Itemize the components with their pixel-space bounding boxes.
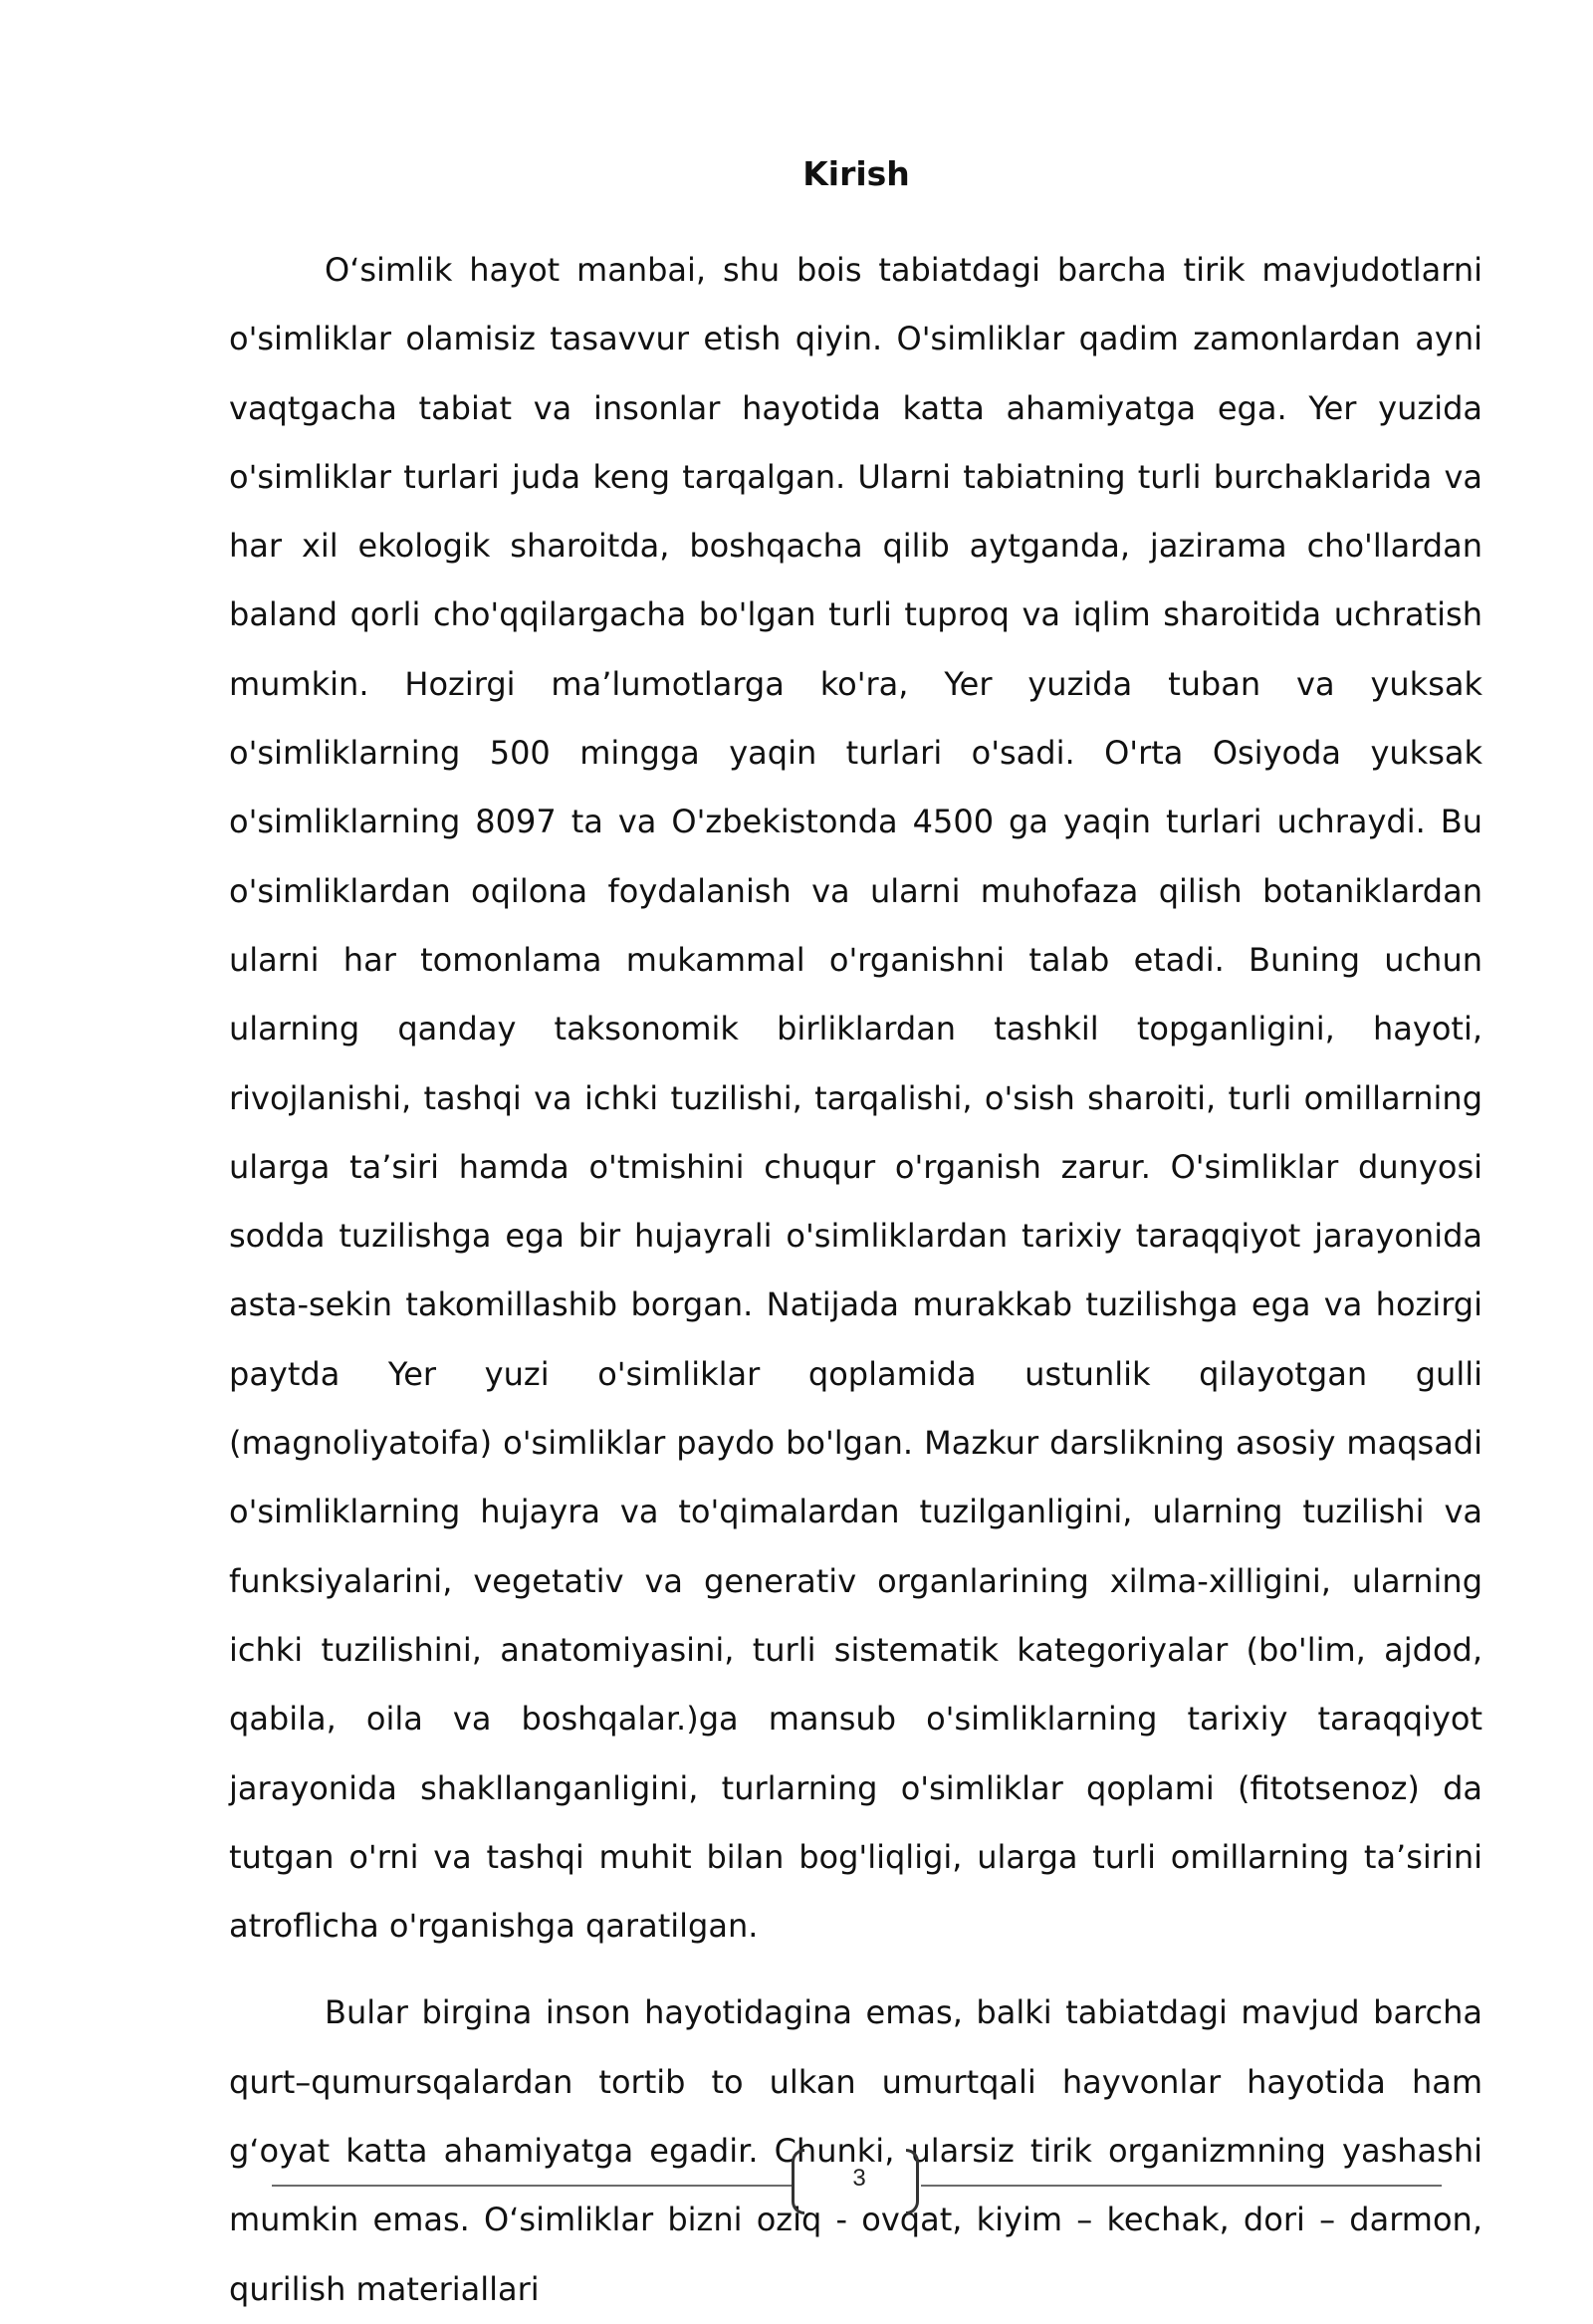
page-footer (272, 2149, 1442, 2220)
paragraph: O‘simlik hayot manbai, shu bois tabiatdagi barcha tirik mavjudotlarni o'simliklar olamisiz tasavvur etish qiyin. O'simliklar qadim zamonlardan ayni vaqtgacha tabiat va insonlar hayotida katta ahamiyatga ega. Yer yuzida o'simliklar turlari juda keng tarqalgan. Ularni tabiatning turli burchaklarida va har xil ekologik sharoitda, boshqacha qilib aytganda, jazirama cho'llardan baland qorli cho'qqilargacha bo'lgan turli tuproq va iqlim sharoitida uchratish mumkin. Hozirgi ma’lumotlarga ko'ra, Yer yuzida tuban va yuksak o'simliklarning 500 mingga yaqin turlari o'sadi. O'rta Osiyoda yuksak o'simliklarning 8097 ta va O'zbekistonda 4500 ga yaqin turlari uchraydi. Bu o'simliklardan oqilona foydalanish va ularni muhofaza qilish botaniklardan ularni har tomonlama mukammal o'rganishni talab etadi. Buning uchun ularning qanday taksonomik birliklardan tashkil topganligini, hayoti, rivojlanishi, tashqi va ichki tuzilishi, tarqalishi, o'sish sharoiti, turli omillarning ularga ta’siri hamda o'tmishini chuqur o'rganish zarur. O'simliklar dunyosi sodda tuzilishga ega bir hujayrali o'simliklardan tarixiy taraqqiyot jarayonida asta-sekin takomillashib borgan. Natijada murakkab tuzilishga ega va hozirgi paytda Yer yuzi o'simliklar qoplamida ustunlik qilayotgan gulli (magnoliyatoifa) o'simliklar paydo bo'lgan. Mazkur darslikning asosiy maqsadi o'simliklarning hujayra va to'qimalardan tuzilganligini, ularning tuzilishi va funksiyalarini, vegetativ va generativ organlarining xilma-xilligini, ularning ichki tuzilishini, anatomiyasini, turli sistematik kategoriyalar (bo'lim, ajdod, qabila, oila va boshqalar.)ga mansub o'simliklarning tarixiy taraqqiyot jarayonida shakllanganligini, turlarning o'simliklar qoplami (fitotsenoz) da tutgan o'rni va tashqi muhit bilan bog'liqligi, ularga turli omillarning ta’sirini atroflicha o'rganishga qaratilgan. (229, 251, 1482, 1946)
paragraph: Bular birgina inson hayotidagina emas, balki tabiatdagi mavjud barcha qurt–qumursqalardan tortib to ulkan umurtqali hayvonlar hayotida ham g‘oyat katta ahamiyatga egadir. Chunki, ularsiz tirik organizmning yashashi mumkin emas. O‘simliklar bizni oziq - ovqat, kiyim – kechak, dori – darmon, qurilish materiallari (229, 1993, 1482, 2308)
page-title: Kirish (802, 154, 910, 193)
page-number: 3 (852, 2165, 866, 2192)
left-bracket-icon (792, 2149, 804, 2214)
footer-rule-left (272, 2185, 792, 2187)
footer-rule-right (921, 2185, 1442, 2187)
body-text (229, 236, 1482, 2324)
right-bracket-icon (906, 2149, 919, 2214)
